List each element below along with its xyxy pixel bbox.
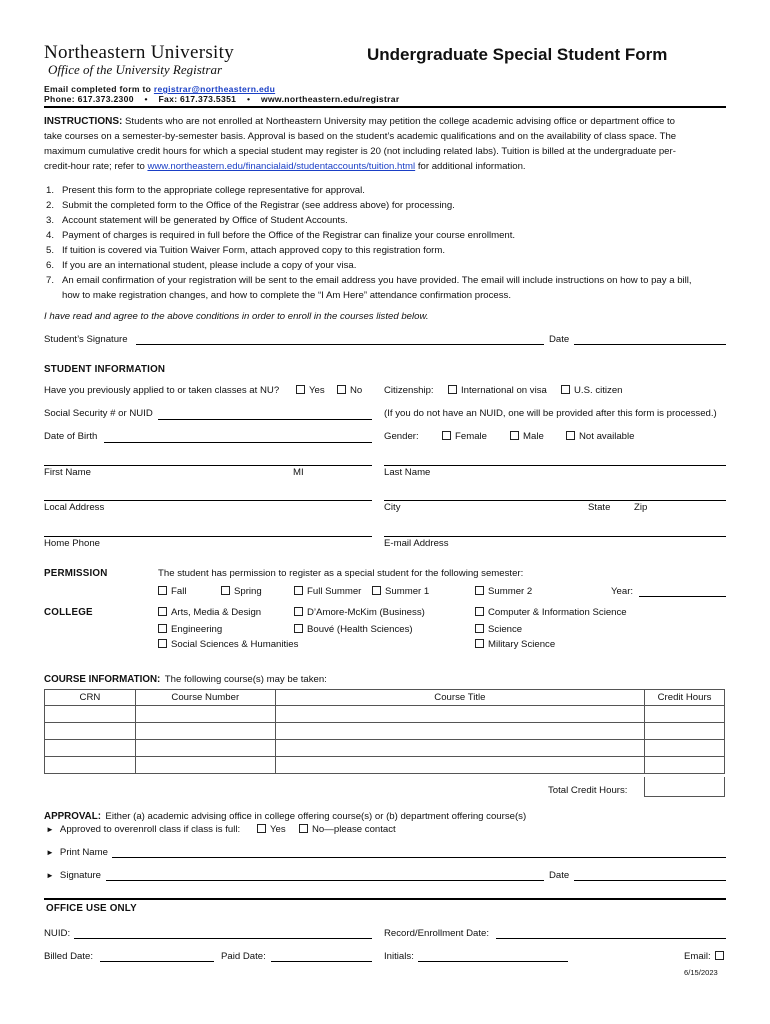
nuid-field[interactable] — [74, 938, 372, 939]
table-cell[interactable] — [45, 706, 136, 723]
student-signature-field[interactable] — [136, 344, 544, 345]
ssn-field[interactable] — [158, 419, 372, 420]
permission-heading: PERMISSION — [44, 568, 108, 579]
arrow-icon: ► — [46, 871, 54, 880]
table-row[interactable] — [45, 706, 725, 723]
phone-number: Phone: 617.373.2300 — [44, 94, 134, 104]
first-name-label: First Name — [44, 467, 91, 478]
home-phone-label: Home Phone — [44, 538, 100, 549]
approval-date-field[interactable] — [574, 880, 726, 881]
table-row[interactable] — [45, 723, 725, 740]
permission-text: The student has permission to register as a special student for the following semester: — [158, 568, 524, 579]
approver-signature-field[interactable] — [106, 880, 544, 881]
registrar-website[interactable]: www.northeastern.edu/registrar — [260, 94, 400, 104]
city-label: City — [384, 502, 401, 513]
table-cell[interactable] — [275, 723, 644, 740]
table-cell[interactable] — [135, 723, 275, 740]
male-checkbox[interactable]: Male — [510, 431, 544, 443]
course-info-heading-row — [44, 669, 327, 687]
column-crn: CRN — [45, 690, 136, 706]
table-cell[interactable] — [135, 757, 275, 774]
fax-number: Fax: 617.373.5351 — [158, 94, 237, 104]
local-address-field[interactable] — [44, 500, 372, 501]
university-name: Northeastern University — [44, 42, 234, 63]
local-address-label: Local Address — [44, 502, 105, 513]
instructions-line-3: maximum cumulative credit hours for which a special student may register is 20 (not including related labs). Tuition is billed at the undergraduate per- — [44, 146, 676, 157]
contact-phone-line — [44, 94, 400, 105]
column-course-title: Course Title — [275, 690, 644, 706]
nuid-note: (If you do not have an NUID, one will be provided after this form is processed.) — [384, 408, 717, 419]
military-checkbox[interactable]: Military Science — [475, 639, 555, 651]
table-cell[interactable] — [45, 757, 136, 774]
office-email-checkbox[interactable]: Email: — [684, 951, 724, 963]
billed-date-label: Billed Date: — [44, 951, 94, 962]
separator: • — [246, 94, 251, 104]
female-checkbox[interactable]: Female — [442, 431, 487, 443]
instructions-line-2: take courses on a semester-by-semester basis. Approval is based on the student’s academic qualifications and on the availability of class space. The — [44, 131, 677, 142]
email-prefix: Email completed form to — [44, 84, 152, 94]
table-cell[interactable] — [275, 706, 644, 723]
paid-date-label: Paid Date: — [221, 951, 266, 962]
nuid-label: NUID: — [44, 928, 71, 939]
table-cell[interactable] — [275, 757, 644, 774]
course-table — [44, 689, 725, 774]
signature-date-field[interactable] — [574, 344, 726, 345]
separator: • — [144, 94, 148, 104]
overenroll-yes-checkbox[interactable]: Yes — [257, 824, 286, 836]
step-item: 1. Present this form to the appropriate college representative for approval. — [46, 185, 365, 196]
student-signature-label: Student’s Signature — [44, 334, 128, 345]
table-cell[interactable] — [135, 740, 275, 757]
prev-yes-checkbox[interactable]: Yes — [296, 385, 325, 397]
table-cell[interactable] — [135, 706, 275, 723]
gender-label: Gender: — [384, 431, 419, 442]
step-item: 7. An email confirmation of your registration will be sent to the email address you have provided. The email will include instructions on how to pay a bill, — [46, 275, 692, 286]
paid-date-field[interactable] — [271, 961, 372, 962]
step-item: 2. Submit the completed form to the Office of the Registrar (see address above) for processing. — [46, 200, 455, 211]
email-address-field[interactable] — [384, 536, 726, 537]
table-cell[interactable] — [45, 740, 136, 757]
step-item: 6. If you are an international student, please include a copy of your visa. — [46, 260, 357, 271]
student-info-heading: STUDENT INFORMATION — [44, 364, 166, 375]
instructions-text: Students who are not enrolled at Northeastern University may petition the college academic advising office or department office to — [125, 116, 676, 127]
science-checkbox[interactable]: Science — [475, 624, 522, 636]
registrar-email-link[interactable]: registrar@northeastern.edu — [153, 84, 276, 94]
record-date-field[interactable] — [496, 938, 726, 939]
approval-heading-row — [44, 806, 526, 824]
print-name-field[interactable] — [112, 857, 726, 858]
summer1-checkbox[interactable]: Summer 1 — [372, 586, 429, 598]
email-address-label: E-mail Address — [384, 538, 449, 549]
approval-text: Either (a) academic advising office in college offering course(s) or (b) department offering course(s) — [105, 811, 527, 822]
step-item: 3. Account statement will be generated by Office of Student Accounts. — [46, 215, 348, 226]
initials-label: Initials: — [384, 951, 414, 962]
course-info-subheading: The following course(s) may be taken: — [164, 674, 327, 685]
computer-checkbox[interactable]: Computer & Information Science — [475, 607, 627, 619]
table-cell[interactable] — [645, 706, 725, 723]
year-field[interactable] — [639, 596, 726, 597]
last-name-label: Last Name — [384, 467, 431, 478]
engineering-checkbox[interactable]: Engineering — [158, 624, 222, 636]
dob-field[interactable] — [104, 442, 372, 443]
initials-field[interactable] — [418, 961, 568, 962]
approval-date-label: Date — [549, 870, 570, 881]
social-checkbox[interactable]: Social Sciences & Humanities — [158, 639, 298, 651]
previous-question: Have you previously applied to or taken classes at NU? — [44, 385, 280, 396]
zip-label: Zip — [634, 502, 648, 513]
dob-label: Date of Birth — [44, 431, 98, 442]
instructions-line-4 — [44, 161, 526, 173]
table-cell[interactable] — [645, 757, 725, 774]
bouve-checkbox[interactable]: Bouvé (Health Sciences) — [294, 624, 413, 636]
header-divider — [44, 106, 726, 108]
column-credit-hours: Credit Hours — [645, 690, 725, 706]
column-course-number: Course Number — [135, 690, 275, 706]
table-row[interactable] — [45, 740, 725, 757]
summer2-checkbox[interactable]: Summer 2 — [475, 586, 532, 598]
college-heading: COLLEGE — [44, 607, 93, 618]
arrow-icon: ► — [46, 825, 54, 834]
print-name-label: ► Print Name — [46, 847, 108, 858]
total-credit-hours-cell[interactable] — [644, 777, 725, 797]
city-state-zip-field[interactable] — [384, 500, 726, 501]
approver-signature-label: ► Signature — [46, 870, 101, 881]
agreement-text: I have read and agree to the above conditions in order to enroll in the courses listed below. — [44, 311, 429, 322]
us-citizen-checkbox[interactable]: U.S. citizen — [561, 385, 623, 397]
mi-label: MI — [293, 467, 304, 478]
step-item: 5. If tuition is covered via Tuition Waiver Form, attach approved copy to this registration form. — [46, 245, 446, 256]
table-cell[interactable] — [275, 740, 644, 757]
arrow-icon: ► — [46, 848, 54, 857]
date-label: Date — [549, 334, 570, 345]
overenroll-row: ► Approved to overenroll class if class is full: — [46, 824, 241, 835]
line4-post: for additional information. — [417, 161, 526, 172]
full-summer-checkbox[interactable]: Full Summer — [294, 586, 361, 598]
total-credit-hours-label: Total Credit Hours: — [548, 785, 628, 796]
record-date-label: Record/Enrollment Date: — [384, 928, 490, 939]
overenroll-no-checkbox[interactable]: No—please contact — [299, 824, 396, 836]
step-item: how to make registration changes, and how to complete the “I Am Here” attendance confirmation process. — [62, 290, 512, 301]
registrar-office: Office of the University Registrar — [48, 62, 223, 77]
approval-heading: APPROVAL: — [44, 811, 101, 822]
form-date: 6/15/2023 — [684, 968, 718, 977]
instructions-label: INSTRUCTIONS: — [44, 116, 123, 127]
last-name-field-line[interactable] — [384, 465, 726, 466]
table-row[interactable] — [45, 757, 725, 774]
citizenship-label: Citizenship: — [384, 385, 434, 396]
step-item: 4. Payment of charges is required in full before the Office of the Registrar can finalize your course enrollment. — [46, 230, 516, 241]
tuition-link[interactable]: www.northeastern.edu/financialaid/studentaccounts/tuition.html — [147, 161, 416, 172]
state-label: State — [588, 502, 611, 513]
name-field-line[interactable] — [44, 465, 372, 466]
table-cell[interactable] — [645, 740, 725, 757]
table-cell[interactable] — [645, 723, 725, 740]
office-divider — [44, 898, 726, 900]
course-info-heading: COURSE INFORMATION: — [44, 674, 161, 685]
billed-date-field[interactable] — [100, 961, 214, 962]
table-cell[interactable] — [45, 723, 136, 740]
year-label: Year: — [611, 586, 634, 597]
prev-no-checkbox[interactable]: No — [337, 385, 362, 397]
office-use-heading: OFFICE USE ONLY — [46, 903, 137, 914]
line4-pre: credit-hour rate; refer to — [44, 161, 145, 172]
form-title: Undergraduate Special Student Form — [367, 45, 668, 64]
international-checkbox[interactable]: International on visa — [448, 385, 547, 397]
damore-checkbox[interactable]: D’Amore-McKim (Business) — [294, 607, 425, 619]
spring-checkbox[interactable]: Spring — [221, 586, 262, 598]
not-available-checkbox[interactable]: Not available — [566, 431, 634, 443]
fall-checkbox[interactable]: Fall — [158, 586, 186, 598]
ssn-label: Social Security # or NUID — [44, 408, 153, 419]
course-table-header — [45, 690, 725, 706]
instructions-line-1 — [44, 116, 675, 128]
home-phone-field[interactable] — [44, 536, 372, 537]
arts-checkbox[interactable]: Arts, Media & Design — [158, 607, 261, 619]
